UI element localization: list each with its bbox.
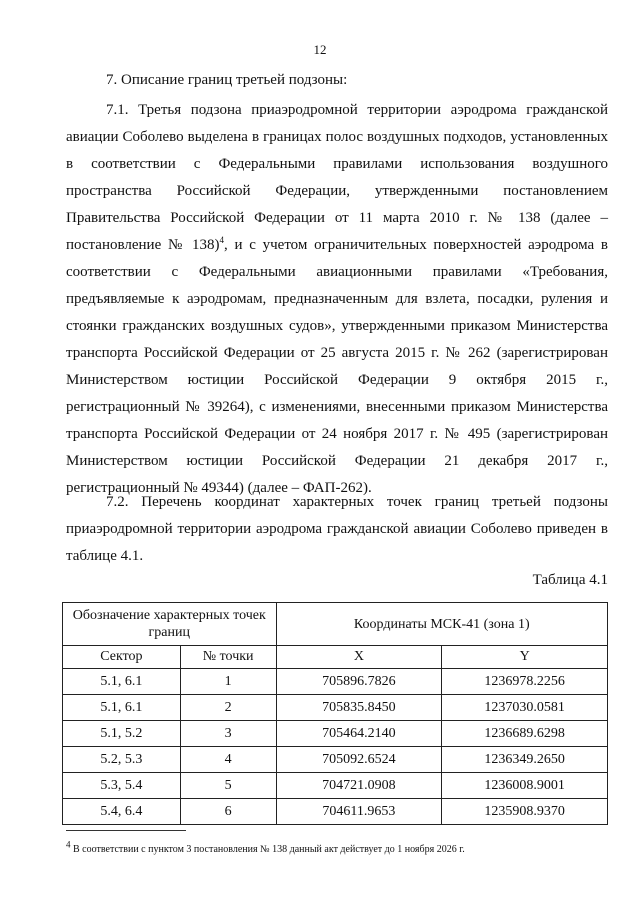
cell-point: 1 bbox=[180, 669, 276, 695]
table-row bbox=[63, 695, 608, 721]
cell-sector: 5.4, 6.4 bbox=[63, 799, 181, 825]
cell-point: 3 bbox=[180, 721, 276, 747]
cell-y: 1235908.9370 bbox=[442, 799, 608, 825]
cell-y: 1236689.6298 bbox=[442, 721, 608, 747]
table-caption: Таблица 4.1 bbox=[532, 572, 608, 588]
paragraph-7-2: 7.2. Перечень координат характерных точек границ третьей подзоны приаэродромной территории аэродрома гражданской авиации Соболево приведен в таблице 4.1. bbox=[66, 494, 608, 564]
cell-y: 1236978.2256 bbox=[442, 669, 608, 695]
paragraph-7-1 bbox=[66, 97, 608, 502]
cell-point: 6 bbox=[180, 799, 276, 825]
paragraph-7-1-text-b: , и с учетом ограничительных поверхностей аэродрома в соответствии с Федеральными авиационными правилами «Требования, предъявляемые к аэродромам, предназначенным для взлета, посадки, руления и стоянки гражданских воздушных судов», утвержденными приказом Министерства транспорта Российской Федерации от 25 августа 2015 г. № 262 (зарегистрирован Министерством юстиции Российской Федерации 9 октября 2015 г., регистрационный № 39264), с изменениями, внесенными приказом Министерства транспорта Российской Федерации от 24 ноября 2017 г. № 495 (зарегистрирован Министерством юстиции Российской Федерации 21 декабря 2017 г., регистрационный № 49344) (далее – ФАП-262). bbox=[66, 237, 609, 496]
header-characteristic-points: Обозначение характерных точек границ bbox=[63, 603, 277, 646]
table-row bbox=[63, 721, 608, 747]
cell-point: 5 bbox=[180, 773, 276, 799]
paragraph-7-1-text-a: 7.1. Третья подзона приаэродромной территории аэродрома гражданской авиации Соболево выделена в границах полос воздушных подходов, установленных в соответствии с Федеральными правилами использования воздушного пространства Российской Федерации, утвержденными постановлением Правительства Российской Федерации от 11 марта 2010 г. № 138 (далее – постановление № 138) bbox=[66, 102, 608, 253]
cell-y: 1236008.9001 bbox=[442, 773, 608, 799]
cell-sector: 5.1, 6.1 bbox=[63, 695, 181, 721]
cell-x: 704611.9653 bbox=[276, 799, 442, 825]
header-x: X bbox=[276, 646, 442, 669]
cell-sector: 5.1, 6.1 bbox=[63, 669, 181, 695]
table-row bbox=[63, 799, 608, 825]
footnote-reference: 4 bbox=[219, 235, 224, 245]
coordinates-table bbox=[62, 602, 608, 825]
cell-x: 705835.8450 bbox=[276, 695, 442, 721]
footnote-divider bbox=[66, 830, 186, 831]
table-row bbox=[63, 669, 608, 695]
page-number: 12 bbox=[313, 42, 327, 57]
cell-sector: 5.3, 5.4 bbox=[63, 773, 181, 799]
cell-sector: 5.2, 5.3 bbox=[63, 747, 181, 773]
table-row bbox=[63, 773, 608, 799]
footnote-marker: 4 bbox=[66, 839, 71, 850]
cell-point: 4 bbox=[180, 747, 276, 773]
header-coordinates: Координаты МСК-41 (зона 1) bbox=[276, 603, 607, 646]
cell-x: 705896.7826 bbox=[276, 669, 442, 695]
cell-point: 2 bbox=[180, 695, 276, 721]
cell-y: 1237030.0581 bbox=[442, 695, 608, 721]
header-point-number: № точки bbox=[180, 646, 276, 669]
table-row bbox=[63, 747, 608, 773]
section-heading: 7. Описание границ третьей подзоны: bbox=[106, 72, 348, 88]
footnote bbox=[66, 839, 606, 855]
cell-x: 705464.2140 bbox=[276, 721, 442, 747]
cell-sector: 5.1, 5.2 bbox=[63, 721, 181, 747]
header-y: Y bbox=[442, 646, 608, 669]
footnote-text: В соответствии с пунктом 3 постановления № 138 данный акт действует до 1 ноября 2026 г. bbox=[70, 844, 465, 855]
cell-x: 704721.0908 bbox=[276, 773, 442, 799]
cell-y: 1236349.2650 bbox=[442, 747, 608, 773]
header-sector: Сектор bbox=[63, 646, 181, 669]
cell-x: 705092.6524 bbox=[276, 747, 442, 773]
